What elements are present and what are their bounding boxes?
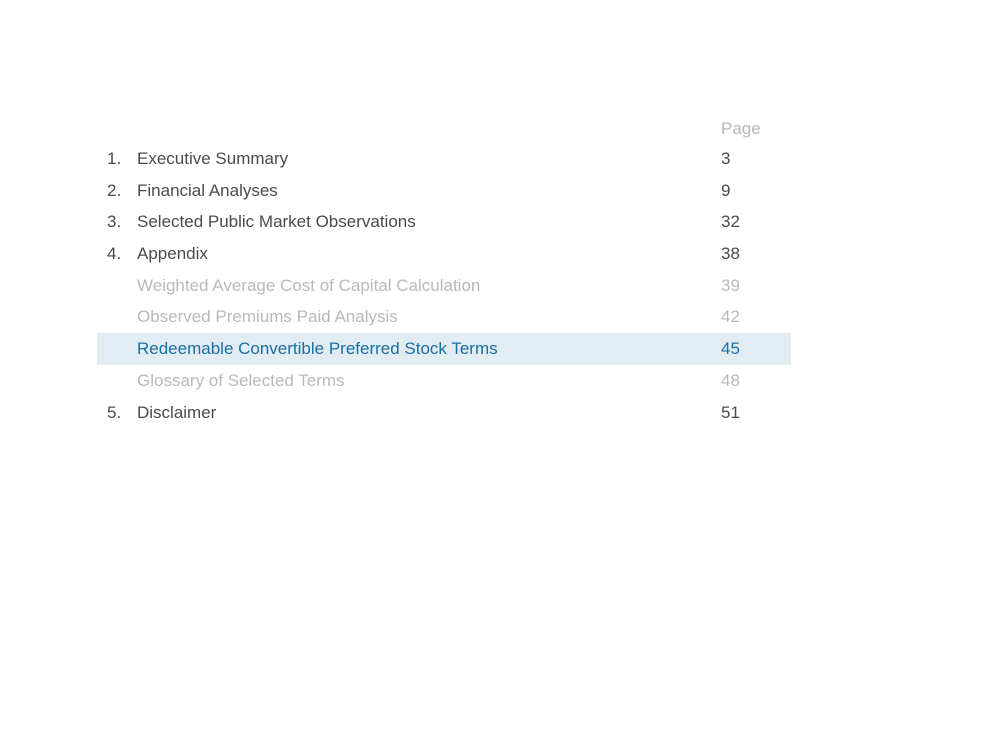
toc-number: 1. [107,149,122,168]
toc-label: Executive Summary [137,149,289,168]
toc-page-number: 51 [721,402,740,422]
toc-label: Weighted Average Cost of Capital Calculation [137,275,481,295]
toc-row-public-market-observations[interactable] [97,206,791,238]
toc-row-financial-analyses[interactable] [97,175,791,207]
toc-page-number: 45 [721,339,740,359]
toc-page-number: 38 [721,244,740,264]
toc-number: 5. [107,402,122,422]
toc-row-executive-summary[interactable] [97,143,791,175]
page-column-label: Page [721,119,761,138]
toc-row-appendix[interactable] [97,238,791,270]
toc-subrow-wacc[interactable] [97,270,791,302]
toc-label: Selected Public Market Observations [137,212,416,232]
toc-number: 4. [107,244,122,264]
toc-subrow-glossary[interactable] [97,365,791,397]
toc-number: 2. [107,180,122,200]
toc-row-disclaimer[interactable] [97,397,791,429]
toc-page-number: 9 [721,180,731,200]
page-column-header [97,113,791,143]
toc-page-number: 48 [721,370,740,390]
toc-page-number: 42 [721,307,740,327]
toc-label: Financial Analyses [137,180,278,200]
table-of-contents [97,113,791,428]
toc-label: Observed Premiums Paid Analysis [137,307,398,327]
toc-page-number: 39 [721,275,740,295]
toc-label: Appendix [137,244,208,264]
toc-label: Glossary of Selected Terms [137,370,345,390]
toc-subrow-preferred-stock-terms-active[interactable] [97,333,791,365]
toc-page-number: 3 [721,149,731,168]
toc-number: 3. [107,212,122,232]
toc-label: Disclaimer [137,402,217,422]
toc-label: Redeemable Convertible Preferred Stock Terms [137,339,498,359]
toc-subrow-premiums-paid[interactable] [97,301,791,333]
toc-page-number: 32 [721,212,740,232]
